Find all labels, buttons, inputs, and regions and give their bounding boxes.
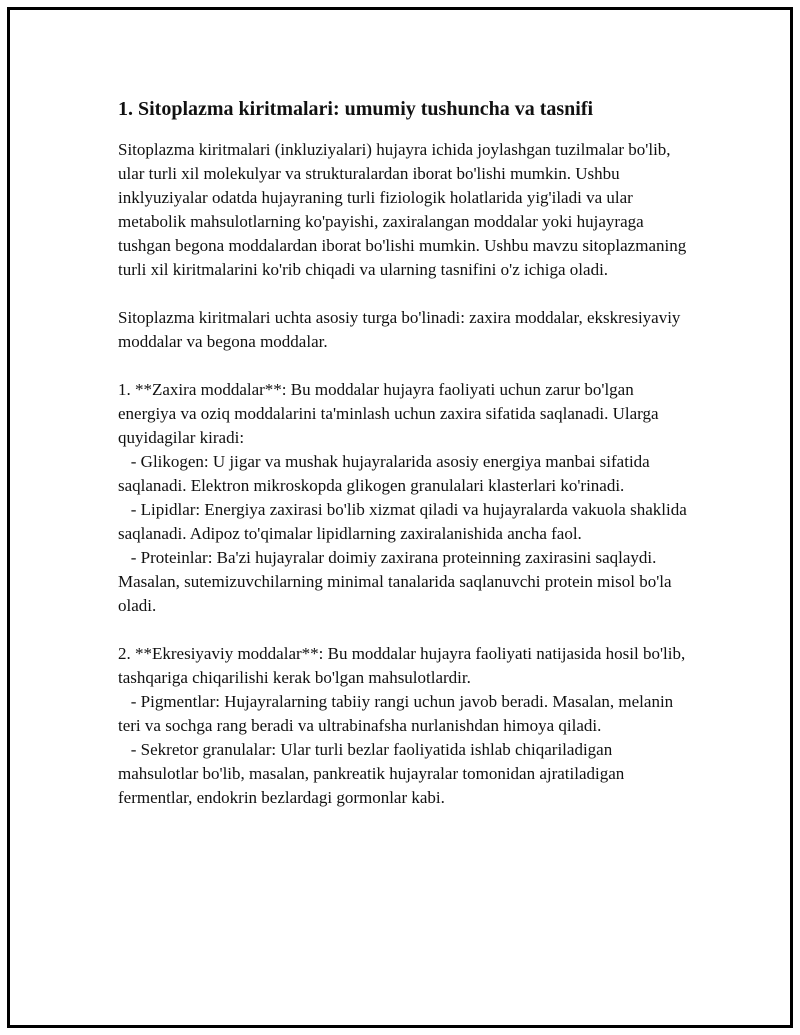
paragraph-spacer (118, 618, 690, 642)
excretory-substances-paragraph: 2. **Ekresiyaviy moddalar**: Bu moddalar hujayra faoliyati natijasida hosil bo'lib, tashqariga chiqarilishi kerak bo'lgan mahsulotlardir. - Pigmentlar: Hujayralarning tabiiy rangi uchun javob beradi. Masalan, melanin teri va sochga rang beradi va ultrabinafsha nurlanishdan himoya qiladi. - Sekretor granulalar: Ular turli bezlar faoliyatida ishlab chiqariladigan mahsulotlar bo'lib, masalan, pankreatik hujayralar tomonidan ajratiladigan fermentlar, endokrin bezlardagi gormonlar kabi. (118, 644, 686, 807)
intro-paragraph: Sitoplazma kiritmalari (inkluziyalari) hujayra ichida joylashgan tuzilmalar bo'lib, ular turli xil molekulyar va strukturalardan iborat bo'lishi mumkin. Ushbu inklyuziyalar odatda hujayraning turli fiziologik holatlarida yig'iladi va ular metabolik mahsulotlarning ko'payishi, zaxiralangan moddalar yoki hujayraga tushgan begona moddalardan iborat bo'lishi mumkin. Ushbu mavzu sitoplazmaning turli xil kiritmalarini ko'rib chiqadi va ularning tasnifini o'z ichiga oladi. (118, 140, 691, 279)
paragraph-spacer (118, 354, 690, 378)
document-page (7, 7, 793, 1028)
document-body (118, 94, 690, 810)
classification-paragraph: Sitoplazma kiritmalari uchta asosiy turga bo'linadi: zaxira moddalar, ekskresiyaviy moddalar va begona moddalar. (118, 308, 685, 351)
section-title: 1. Sitoplazma kiritmalari: umumiy tushuncha va tasnifi (118, 98, 594, 120)
reserve-substances-paragraph: 1. **Zaxira moddalar**: Bu moddalar hujayra faoliyati uchun zarur bo'lgan energiya va oziq moddalarini ta'minlash uchun zaxira sifatida saqlanadi. Ularga quyidagilar kiradi: - Glikogen: U jigar va mushak hujayralarida asosiy energiya manbai sifatida saqlanadi. Elektron mikroskopda glikogen granulalari klasterlari ko'rinadi. - Lipidlar: Energiya zaxirasi bo'lib xizmat qiladi va hujayralarda vakuola shaklida saqlanadi. Adipoz to'qimalar lipidlarning zaxiralanishida ancha faol. - Proteinlar: Ba'zi hujayralar doimiy zaxirana proteinning zaxirasini saqlaydi. Masalan, sutemizuvchilarning minimal tanalarida saqlanuvchi protein misol bo'la oladi. (118, 380, 687, 615)
paragraph-spacer (118, 282, 690, 306)
